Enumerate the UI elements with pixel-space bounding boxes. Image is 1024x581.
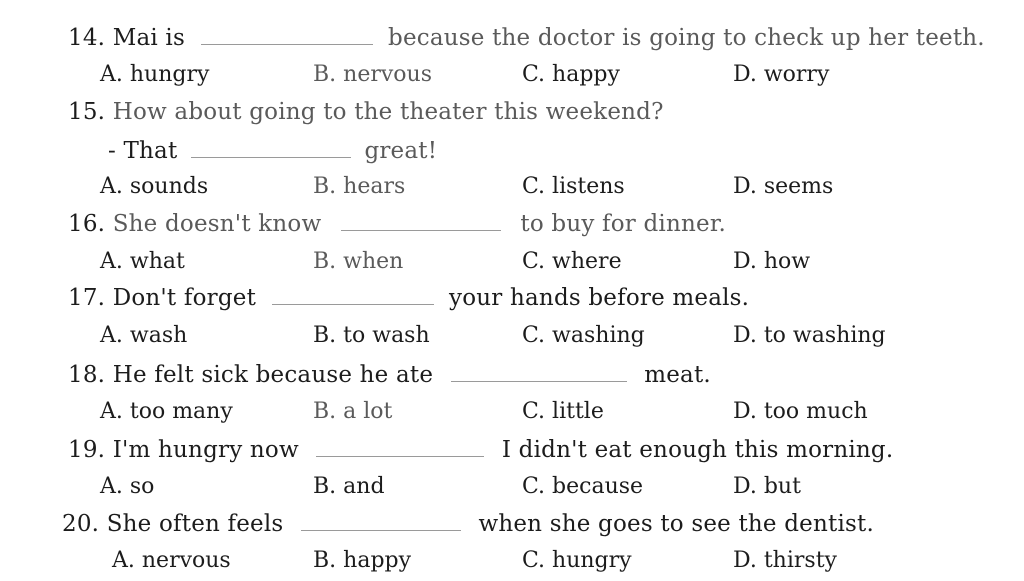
answer-blank bbox=[451, 367, 627, 382]
option-b: B. a lot bbox=[313, 399, 393, 424]
question-19 bbox=[68, 436, 893, 464]
option-d: D. thirsty bbox=[733, 548, 837, 573]
option-a: A. sounds bbox=[100, 174, 209, 199]
question-number: 18. bbox=[68, 362, 106, 388]
option-c: C. washing bbox=[522, 323, 645, 348]
question-number: 20. bbox=[62, 511, 100, 537]
question-text-before: Mai is bbox=[112, 25, 185, 51]
answer-blank bbox=[301, 516, 461, 531]
answer-blank bbox=[191, 143, 351, 158]
option-d: D. too much bbox=[733, 399, 868, 424]
option-b: B. when bbox=[313, 249, 404, 274]
question-text-before: She often feels bbox=[106, 511, 284, 537]
option-d: D. how bbox=[733, 249, 811, 274]
option-c: C. where bbox=[522, 249, 622, 274]
question-15-response bbox=[108, 137, 437, 165]
question-text-before: I'm hungry now bbox=[112, 437, 299, 463]
option-c: C. hungry bbox=[522, 548, 632, 573]
question-15 bbox=[68, 98, 664, 126]
option-c: C. because bbox=[522, 474, 644, 499]
question-18 bbox=[68, 361, 711, 389]
option-a: A. what bbox=[100, 249, 185, 274]
option-d: D. to washing bbox=[733, 323, 886, 348]
option-c: C. happy bbox=[522, 62, 620, 87]
question-number: 17. bbox=[68, 285, 106, 311]
question-17 bbox=[68, 284, 749, 312]
question-14 bbox=[68, 24, 985, 52]
question-text-after: I didn't eat enough this morning. bbox=[501, 437, 894, 463]
question-text-before: Don't forget bbox=[112, 285, 257, 311]
option-a: A. wash bbox=[100, 323, 188, 348]
option-a: A. nervous bbox=[112, 548, 231, 573]
option-d: D. seems bbox=[733, 174, 834, 199]
question-number: 16. bbox=[68, 211, 106, 237]
question-text: How about going to the theater this weekend? bbox=[112, 99, 664, 125]
option-a: A. too many bbox=[100, 399, 233, 424]
question-text-after: to buy for dinner. bbox=[520, 211, 726, 237]
question-text-after: when she goes to see the dentist. bbox=[478, 511, 874, 537]
question-text-after: your hands before meals. bbox=[449, 285, 750, 311]
answer-blank bbox=[316, 442, 484, 457]
option-a: A. hungry bbox=[100, 62, 210, 87]
response-text-before: - That bbox=[108, 138, 178, 164]
response-text-after: great! bbox=[364, 138, 438, 164]
option-b: B. nervous bbox=[313, 62, 432, 87]
option-b: B. hears bbox=[313, 174, 406, 199]
option-b: B. happy bbox=[313, 548, 412, 573]
question-16 bbox=[68, 210, 726, 238]
question-text-after: because the doctor is going to check up her teeth. bbox=[388, 25, 985, 51]
option-d: D. but bbox=[733, 474, 801, 499]
option-c: C. little bbox=[522, 399, 604, 424]
option-b: B. to wash bbox=[313, 323, 430, 348]
question-number: 14. bbox=[68, 25, 106, 51]
option-b: B. and bbox=[313, 474, 385, 499]
question-number: 19. bbox=[68, 437, 106, 463]
question-20 bbox=[62, 510, 874, 538]
question-text-before: She doesn't know bbox=[112, 211, 322, 237]
answer-blank bbox=[341, 216, 501, 231]
question-text-before: He felt sick because he ate bbox=[112, 362, 434, 388]
option-d: D. worry bbox=[733, 62, 830, 87]
option-c: C. listens bbox=[522, 174, 625, 199]
question-text-after: meat. bbox=[644, 362, 711, 388]
answer-blank bbox=[272, 290, 434, 305]
answer-blank bbox=[201, 30, 373, 45]
question-number: 15. bbox=[68, 99, 106, 125]
option-a: A. so bbox=[100, 474, 155, 499]
